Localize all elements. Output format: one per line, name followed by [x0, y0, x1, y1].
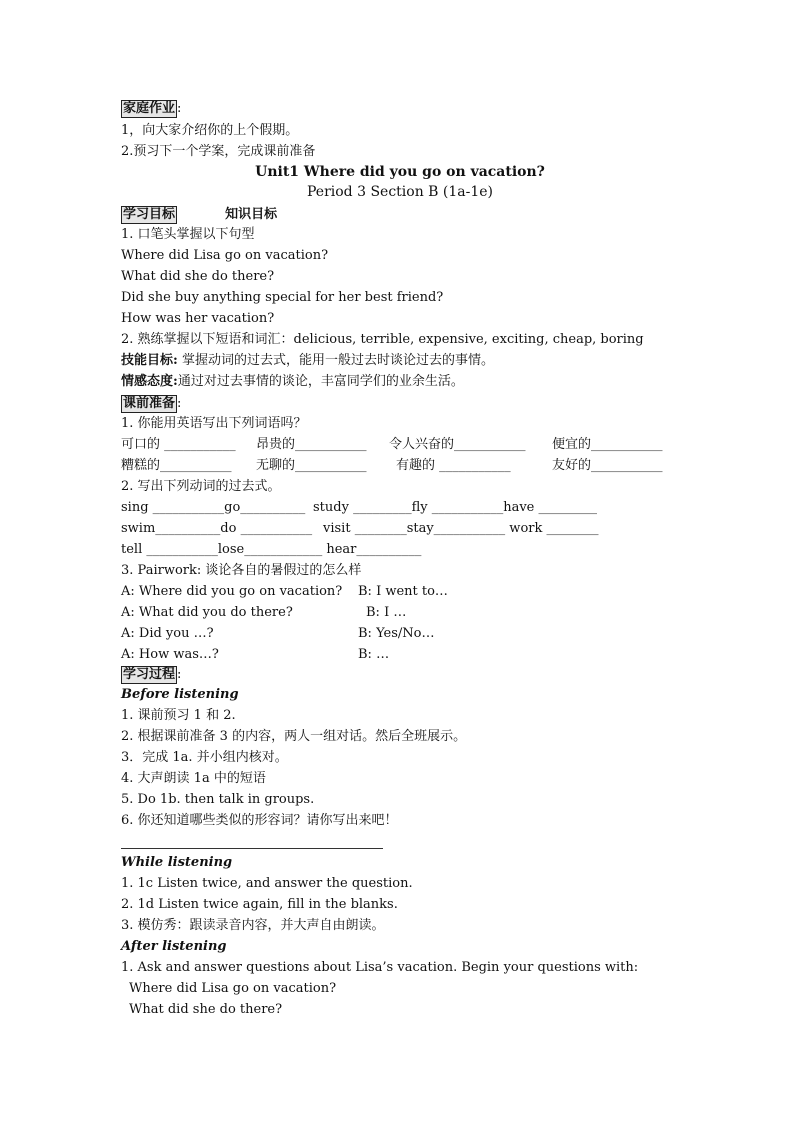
- skill-goals-label: 技能目标:: [121, 353, 178, 368]
- while-listening-item: 1. 1c Listen twice, and answer the question.: [121, 876, 413, 891]
- verb-blank[interactable]: swim__________do ___________: [121, 521, 313, 536]
- goals-item-1: 1. 口笔头掌握以下句型: [121, 227, 255, 242]
- knowledge-goals-label: 知识目标: [225, 207, 278, 222]
- verb-blank[interactable]: visit ________stay___________ work ________: [323, 521, 599, 536]
- homework-item-1: 1，向大家介绍你的上个假期。: [121, 123, 299, 138]
- prep-heading: 课前准备: [123, 396, 176, 411]
- vocab-blank[interactable]: 可口的 ___________: [121, 437, 236, 452]
- vocab-blank[interactable]: 无聊的___________: [256, 458, 367, 473]
- emotion-goals-label: 情感态度:: [121, 374, 178, 389]
- prep-heading-colon: :: [177, 396, 182, 411]
- before-listening-item: 5. Do 1b. then talk in groups.: [121, 792, 315, 807]
- after-listening-item: 1. Ask and answer questions about Lisa’s vacation. Begin your questions with:: [121, 960, 639, 975]
- while-listening-item: 3. 模仿秀：跟读录音内容，并大声自由朗读。: [121, 918, 385, 933]
- prep-heading-line: [121, 395, 181, 413]
- goals-sentence-3: Did she buy anything special for her best friend?: [121, 290, 444, 305]
- pairwork-b-line: B: …: [358, 647, 390, 662]
- before-listening-item: 6. 你还知道哪些类似的形容词？请你写出来吧！: [121, 813, 398, 828]
- emotion-goals-text: 通过对过去事情的谈论，丰富同学们的业余生活。: [177, 374, 464, 389]
- homework-heading-line: [121, 100, 181, 118]
- process-heading-line: [121, 666, 181, 684]
- before-listening-item: 3．完成 1a. 并小组内核对。: [121, 750, 288, 765]
- after-listening-question: Where did Lisa go on vacation?: [129, 981, 337, 996]
- vocab-blank[interactable]: 令人兴奋的___________: [389, 437, 526, 452]
- vocab-blank[interactable]: 糟糕的___________: [121, 458, 232, 473]
- answer-line[interactable]: [121, 848, 383, 849]
- verb-blank[interactable]: sing ___________go__________: [121, 500, 306, 515]
- after-listening-title: After listening: [121, 939, 227, 954]
- homework-heading: 家庭作业: [123, 101, 176, 116]
- before-listening-title: Before listening: [121, 687, 239, 702]
- emotion-goals-line: [121, 374, 464, 390]
- prep-question-3: 3. Pairwork: 谈论各自的暑假过的怎么样: [121, 563, 362, 578]
- before-listening-item: 4. 大声朗读 1a 中的短语: [121, 771, 266, 786]
- pairwork-b-line: B: Yes/No…: [358, 626, 435, 641]
- vocab-blank[interactable]: 昂贵的___________: [256, 437, 367, 452]
- prep-question-1: 1. 你能用英语写出下列词语吗？: [121, 416, 307, 431]
- goals-sentence-4: How was her vacation?: [121, 311, 275, 326]
- pairwork-a-line: A: What did you do there?: [121, 605, 293, 620]
- unit-title: Unit1 Where did you go on vacation?: [255, 164, 545, 180]
- goals-item-2: 2. 熟练掌握以下短语和词汇：delicious, terrible, expensive, exciting, cheap, boring: [121, 332, 644, 347]
- before-listening-item: 1. 课前预习 1 和 2.: [121, 708, 236, 723]
- goals-sentence-1: Where did Lisa go on vacation?: [121, 248, 329, 263]
- while-listening-item: 2. 1d Listen twice again, fill in the blanks.: [121, 897, 398, 912]
- goals-heading-line: [121, 206, 277, 224]
- pairwork-b-line: B: I went to…: [358, 584, 448, 599]
- pairwork-a-line: A: Where did you go on vacation?: [121, 584, 343, 599]
- pairwork-a-line: A: How was…?: [121, 647, 219, 662]
- verb-blank[interactable]: study _________fly ___________have _________: [313, 500, 598, 515]
- prep-question-2: 2. 写出下列动词的过去式。: [121, 479, 281, 494]
- process-heading: 学习过程: [123, 667, 176, 682]
- skill-goals-text: 掌握动词的过去式，能用一般过去时谈论过去的事情。: [181, 353, 494, 368]
- homework-item-2: 2.预习下一个学案，完成课前准备: [121, 144, 316, 159]
- verb-blank[interactable]: tell ___________lose____________ hear__________: [121, 542, 422, 557]
- vocab-blank[interactable]: 有趣的 ___________: [396, 458, 511, 473]
- after-listening-question: What did she do there?: [129, 1002, 283, 1017]
- while-listening-title: While listening: [121, 855, 233, 870]
- unit-period: Period 3 Section B (1a-1e): [307, 184, 493, 200]
- pairwork-a-line: A: Did you …?: [121, 626, 214, 641]
- goals-heading: 学习目标: [123, 207, 176, 222]
- before-listening-item: 2. 根据课前准备 3 的内容，两人一组对话。然后全班展示。: [121, 729, 467, 744]
- pairwork-b-line: B: I …: [366, 605, 407, 620]
- homework-heading-colon: :: [177, 101, 182, 116]
- vocab-blank[interactable]: 友好的___________: [552, 458, 663, 473]
- goals-sentence-2: What did she do there?: [121, 269, 275, 284]
- skill-goals-line: [121, 353, 494, 369]
- vocab-blank[interactable]: 便宜的___________: [552, 437, 663, 452]
- process-heading-colon: :: [177, 667, 182, 682]
